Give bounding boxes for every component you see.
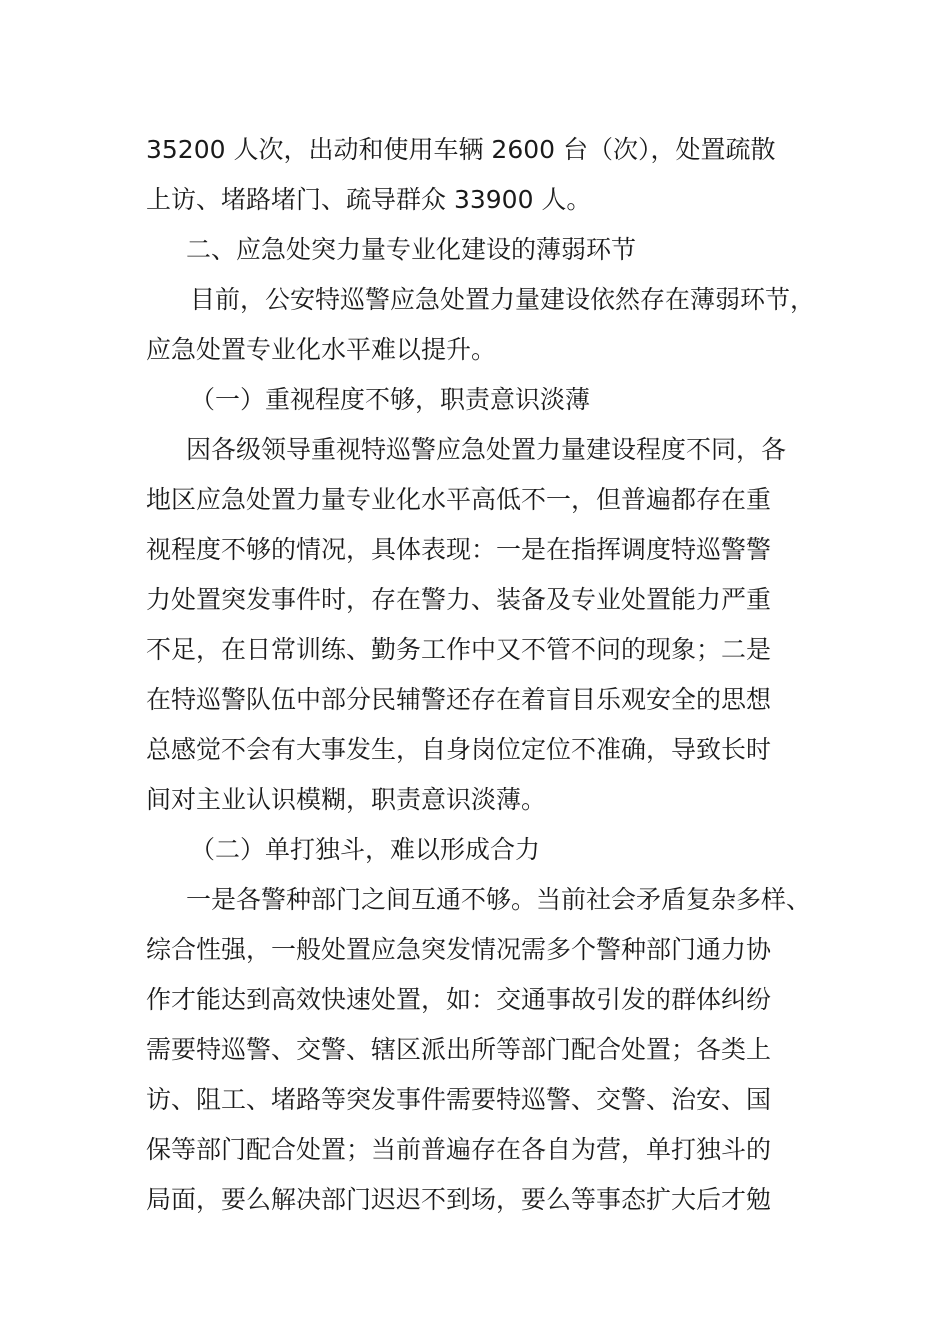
- body-text-line: 35200 人次，出动和使用车辆 2600 台（次），处置疏散: [146, 135, 776, 164]
- body-text-line: 视程度不够的情况，具体表现：一是在指挥调度特巡警警: [146, 535, 772, 564]
- paragraph-start-line: 因各级领导重视特巡警应急处置力量建设程度不同，各: [186, 435, 787, 464]
- paragraph-start-line: 目前，公安特巡警应急处置力量建设依然存在薄弱环节，: [190, 285, 816, 314]
- subsection-heading: （二）单打独斗，难以形成合力: [190, 835, 541, 864]
- body-text-line: 上访、堵路堵门、疏导群众 33900 人。: [146, 185, 592, 214]
- body-text-line: 保等部门配合处置；当前普遍存在各自为营，单打独斗的: [146, 1135, 772, 1164]
- body-text-line: 总感觉不会有大事发生，自身岗位定位不准确，导致长时: [146, 735, 772, 764]
- body-text-line: 需要特巡警、交警、辖区派出所等部门配合处置；各类上: [146, 1035, 772, 1064]
- body-text-line: 间对主业认识模糊，职责意识淡薄。: [146, 785, 547, 814]
- paragraph-start-line: 一是各警种部门之间互通不够。当前社会矛盾复杂多样、: [186, 885, 812, 914]
- body-text-line: 地区应急处置力量专业化水平高低不一，但普遍都存在重: [146, 485, 772, 514]
- subsection-heading: （一）重视程度不够，职责意识淡薄: [190, 385, 591, 414]
- body-text-line: 访、阻工、堵路等突发事件需要特巡警、交警、治安、国: [146, 1085, 772, 1114]
- body-text-line: 应急处置专业化水平难以提升。: [146, 335, 497, 364]
- body-text-line: 不足，在日常训练、勤务工作中又不管不问的现象；二是: [146, 635, 772, 664]
- body-text-line: 综合性强，一般处置应急突发情况需多个警种部门通力协: [146, 935, 772, 964]
- body-text-line: 局面，要么解决部门迟迟不到场，要么等事态扩大后才勉: [146, 1185, 772, 1214]
- section-heading: 二、应急处突力量专业化建设的薄弱环节: [186, 235, 637, 264]
- body-text-line: 力处置突发事件时，存在警力、装备及专业处置能力严重: [146, 585, 772, 614]
- body-text-line: 作才能达到高效快速处置，如：交通事故引发的群体纠纷: [146, 985, 772, 1014]
- body-text-line: 在特巡警队伍中部分民辅警还存在着盲目乐观安全的思想: [146, 685, 772, 714]
